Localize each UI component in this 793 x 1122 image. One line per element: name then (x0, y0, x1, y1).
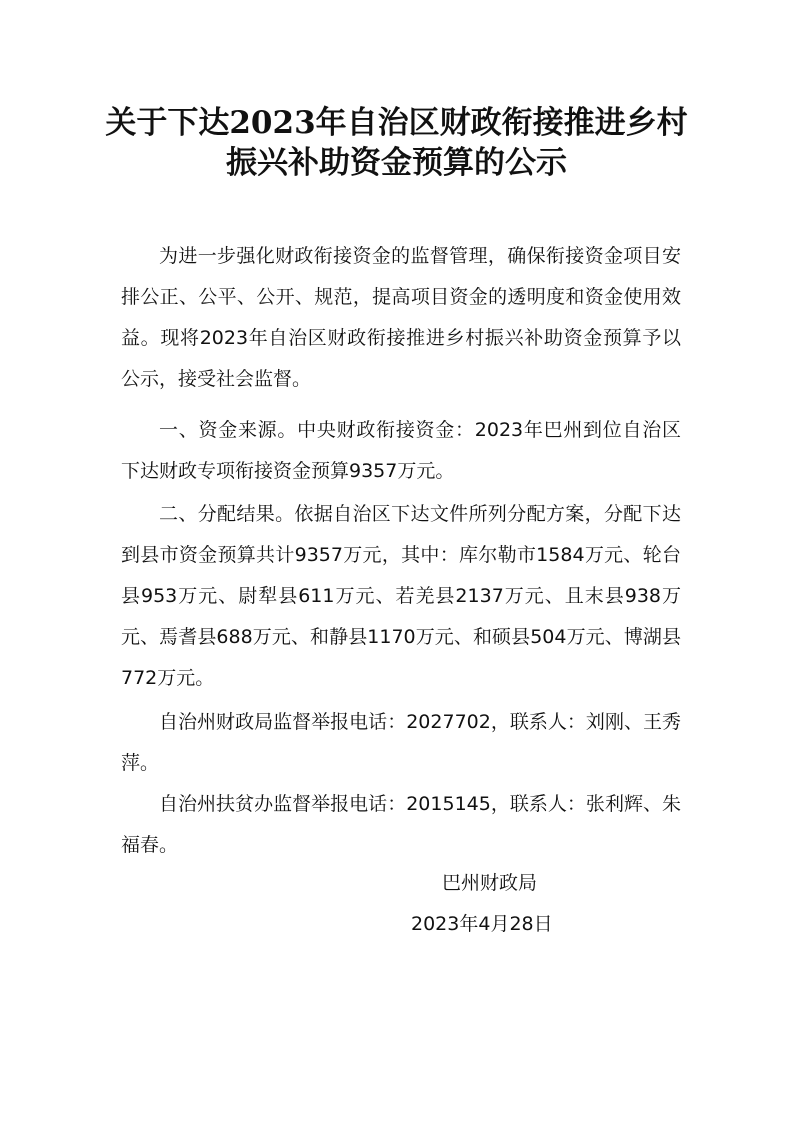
paragraph-intro (121, 236, 681, 400)
paragraph-fund-source (121, 410, 681, 492)
document-title-line-2: 振兴补助资金预算的公示 (226, 145, 567, 181)
paragraph-fund-source-text: 一、资金来源。中央财政衔接资金：2023年巴州到位自治区下达财政专项衔接资金预算9357万元。 (121, 419, 681, 482)
paragraph-poverty-office-contact (121, 784, 681, 866)
paragraph-finance-contact (121, 702, 681, 784)
paragraph-allocation (121, 494, 681, 699)
paragraph-allocation-text: 二、分配结果。依据自治区下达文件所列分配方案，分配下达到县市资金预算共计9357万元，其中：库尔勒市1584万元、轮台县953万元、尉犁县611万元、若羌县2137万元、且末县938万元、焉耆县688万元、和静县1170万元、和硕县504万元、博湖县772万元。 (121, 503, 681, 689)
document-title-line-1: 关于下达2023年自治区财政衔接推进乡村 (105, 105, 688, 141)
paragraph-poverty-office-contact-text: 自治州扶贫办监督举报电话：2015145，联系人：张利辉、朱福春。 (121, 793, 681, 856)
paragraph-intro-text: 为进一步强化财政衔接资金的监督管理，确保衔接资金项目安排公正、公平、公开、规范，提高项目资金的透明度和资金使用效益。现将2023年自治区财政衔接推进乡村振兴补助资金预算予以公示，接受社会监督。 (121, 245, 681, 390)
signature-organization: 巴州财政局 (442, 872, 538, 894)
signature-date: 2023年4月28日 (411, 913, 553, 935)
paragraph-finance-contact-text: 自治州财政局监督举报电话：2027702，联系人：刘刚、王秀萍。 (121, 711, 681, 774)
